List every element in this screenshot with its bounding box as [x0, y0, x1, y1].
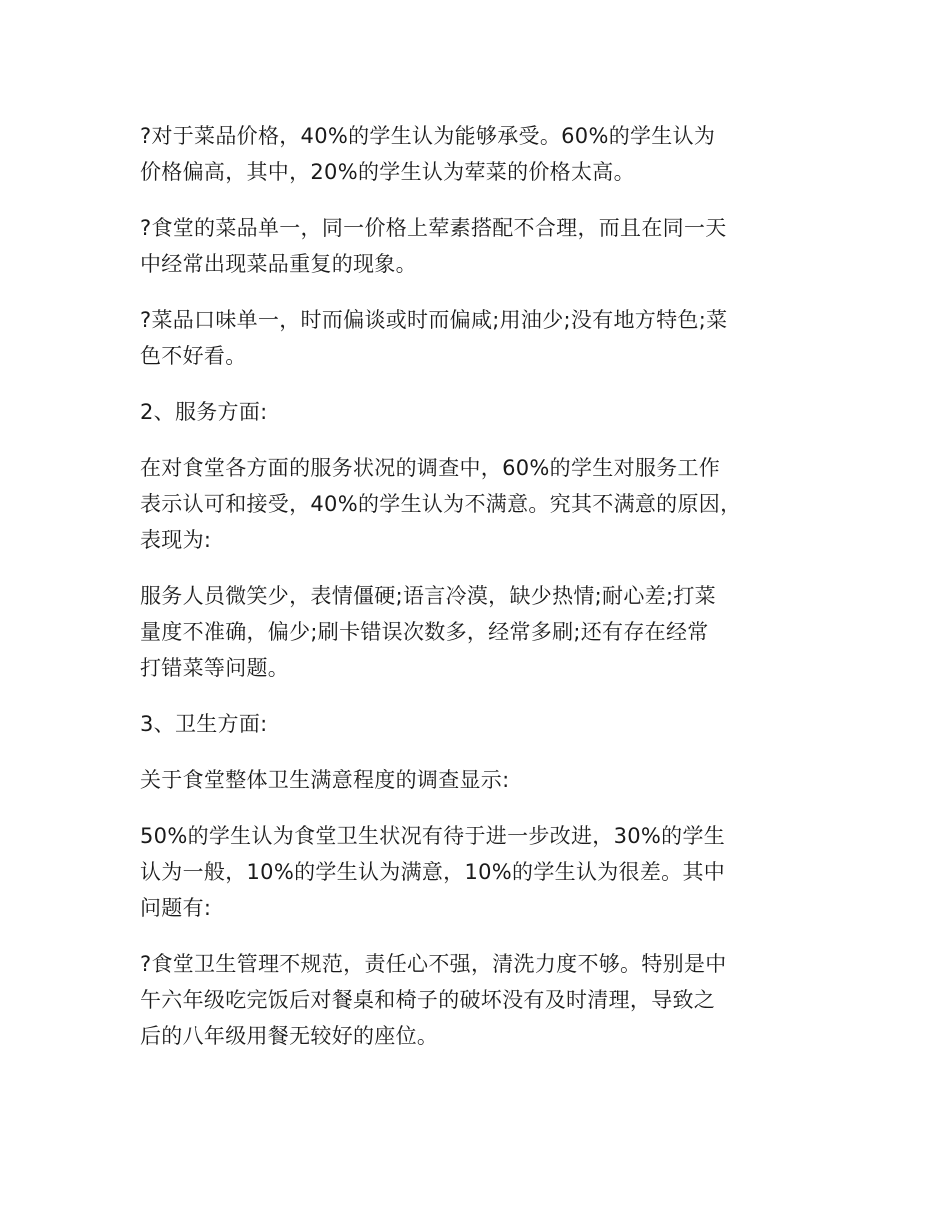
heading-text: 2、服务方面: [140, 400, 268, 424]
text-line: 问题有: [140, 896, 212, 920]
heading-text: 3、卫生方面: [140, 712, 268, 736]
text-line: 认为一般，10%的学生认为满意，10%的学生认为很差。其中 [140, 860, 726, 884]
text-line: 在对食堂各方面的服务状况的调查中，60%的学生对服务工作 [140, 456, 721, 480]
text-line: 后的八年级用餐无较好的座位。 [140, 1024, 439, 1048]
text-line: 中经常出现菜品重复的现象。 [140, 252, 417, 276]
paragraph-service-issues [140, 578, 830, 686]
section-heading-hygiene [140, 706, 830, 742]
text-line: ?食堂卫生管理不规范，责任心不强，清洗力度不够。特别是中 [140, 952, 727, 976]
paragraph-hygiene-results [140, 818, 830, 926]
paragraph-taste [140, 302, 830, 374]
text-line: 午六年级吃完饭后对餐桌和椅子的破坏没有及时清理，导致之 [140, 988, 716, 1012]
paragraph-hygiene-issues [140, 946, 830, 1054]
section-heading-service [140, 394, 830, 430]
document-body [140, 118, 830, 1074]
text-line: 表示认可和接受，40%的学生认为不满意。究其不满意的原因， [140, 492, 742, 516]
text-line: 关于食堂整体卫生满意程度的调查显示: [140, 768, 510, 792]
text-line: 价格偏高，其中，20%的学生认为荤菜的价格太高。 [140, 160, 635, 184]
paragraph-variety [140, 210, 830, 282]
text-line: 服务人员微笑少，表情僵硬;语言冷漠，缺少热情;耐心差;打菜 [140, 584, 716, 608]
text-line: 打错菜等问题。 [140, 656, 290, 680]
text-line: 色不好看。 [140, 344, 247, 368]
text-line: ?对于菜品价格，40%的学生认为能够承受。60%的学生认为 [140, 124, 716, 148]
text-line: 50%的学生认为食堂卫生状况有待于进一步改进，30%的学生 [140, 824, 726, 848]
text-line: ?食堂的菜品单一，同一价格上荤素搭配不合理，而且在同一天 [140, 216, 727, 240]
text-line: 量度不准确，偏少;刷卡错误次数多，经常多刷;还有存在经常 [140, 620, 709, 644]
paragraph-price [140, 118, 830, 190]
paragraph-service-survey [140, 450, 830, 558]
text-line: ?菜品口味单一，时而偏谈或时而偏咸;用油少;没有地方特色;菜 [140, 308, 728, 332]
text-line: 表现为: [140, 528, 212, 552]
paragraph-hygiene-intro [140, 762, 830, 798]
